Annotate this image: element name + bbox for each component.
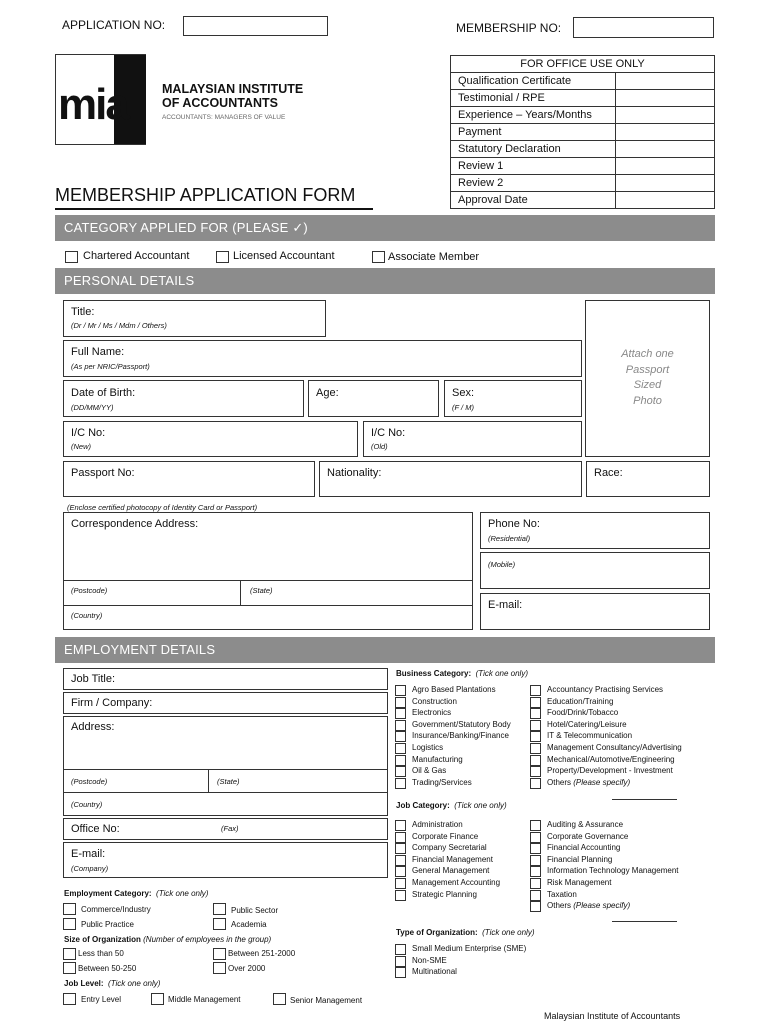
office-row-label: Payment [451, 124, 616, 141]
business-category-label: Business Category: [396, 669, 472, 678]
job-category-option-checkbox[interactable] [395, 890, 406, 901]
office-row-label: Experience – Years/Months [451, 107, 616, 124]
address-divider [63, 605, 473, 606]
size-over-2000-label: Over 2000 [228, 964, 266, 973]
job-level-heading [64, 979, 160, 989]
mia-logo [55, 54, 146, 145]
org-type-option-checkbox[interactable] [395, 967, 406, 978]
phone-mobile-field[interactable] [480, 552, 710, 589]
job-category-option-checkbox[interactable] [395, 866, 406, 877]
employment-postcode-hint: (Postcode) [71, 777, 108, 786]
business-category-option-checkbox[interactable] [530, 766, 541, 777]
business-category-option-label: Hotel/Catering/Leisure [547, 719, 627, 729]
office-row-label: Review 2 [451, 175, 616, 192]
business-category-option-label: Mechanical/Automotive/Engineering [547, 754, 675, 764]
job-category-option-label: Taxation [547, 889, 577, 899]
public-sector-checkbox[interactable] [213, 903, 226, 915]
entry-level-checkbox[interactable] [63, 993, 76, 1005]
job-category-option-label: Financial Planning [547, 854, 613, 864]
business-category-option-checkbox[interactable] [530, 731, 541, 742]
tick-one-hint: (Tick one only) [482, 928, 535, 937]
job-category-option-label: Administration [412, 820, 463, 829]
ic-new-label: I/C No: [71, 427, 106, 439]
business-category-option-label: Food/Drink/Tobacco [547, 708, 619, 718]
job-category-option-label: Others (Please specify) [547, 901, 631, 911]
business-category-option-checkbox[interactable] [395, 720, 406, 731]
employment-section-header: EMPLOYMENT DETAILS [55, 637, 715, 663]
job-category-option-checkbox[interactable] [395, 855, 406, 866]
address-divider [240, 580, 241, 605]
personal-section-header: PERSONAL DETAILS [55, 268, 715, 294]
passport-label: Passport No: [71, 467, 135, 479]
address-divider [63, 580, 473, 581]
business-category-option-checkbox[interactable] [395, 755, 406, 766]
application-no-field[interactable] [183, 16, 328, 36]
photo-instructions [585, 347, 710, 409]
tick-one-hint: (Tick one only) [475, 669, 528, 678]
dob-hint: (DD/MM/YY) [71, 403, 114, 412]
job-category-option-checkbox[interactable] [530, 820, 541, 831]
business-category-option-label: Others (Please specify) [547, 777, 631, 787]
size-50-250-label: Between 50-250 [78, 964, 137, 973]
business-category-option-checkbox[interactable] [530, 708, 541, 719]
business-category-option-checkbox[interactable] [395, 708, 406, 719]
photo-text-line: Attach one [621, 348, 674, 360]
company-email-field[interactable] [63, 842, 388, 878]
business-category-option-checkbox[interactable] [530, 685, 541, 696]
job-category-option-checkbox[interactable] [530, 878, 541, 889]
business-category-option-label: Construction [412, 696, 457, 706]
employment-category-label: Employment Category: [64, 889, 152, 898]
size-hint: (Number of employees in the group) [143, 935, 272, 944]
org-type-option-label: Small Medium Enterprise (SME) [412, 944, 527, 953]
business-category-option-checkbox[interactable] [530, 720, 541, 731]
employment-category-heading [64, 889, 208, 899]
form-title: MEMBERSHIP APPLICATION FORM [55, 185, 356, 205]
office-row-label: Testimonial / RPE [451, 90, 616, 107]
full-name-hint: (As per NRIC/Passport) [71, 362, 150, 371]
job-category-option-checkbox[interactable] [395, 832, 406, 843]
employment-state-hint: (State) [217, 777, 240, 786]
address-divider [63, 769, 388, 770]
chartered-accountant-label: Chartered Accountant [83, 250, 190, 262]
job-category-option-label: Risk Management [547, 878, 612, 887]
tick-one-hint: (Tick one only) [156, 889, 209, 898]
please-specify-hint: (Please specify) [571, 901, 631, 911]
office-row-value[interactable] [616, 73, 715, 90]
please-specify-hint: (Please specify) [571, 777, 631, 787]
job-category-option-checkbox[interactable] [395, 878, 406, 889]
job-category-option-checkbox[interactable] [530, 866, 541, 877]
job-category-option-label: Financial Accounting [547, 843, 621, 853]
company-hint: (Company) [71, 864, 109, 873]
job-category-label: Job Category: [396, 801, 450, 810]
ic-old-label: I/C No: [371, 427, 406, 439]
job-category-option-checkbox[interactable] [530, 832, 541, 843]
ic-old-hint: (Old) [371, 442, 388, 451]
business-category-option-label: Manufacturing [412, 754, 463, 764]
job-category-option-label: General Management [412, 866, 490, 876]
job-category-option-label: Auditing & Assurance [547, 820, 624, 829]
business-category-option-checkbox[interactable] [395, 766, 406, 777]
job-category-option-checkbox[interactable] [530, 890, 541, 901]
office-use-title: FOR OFFICE USE ONLY [451, 56, 715, 73]
senior-management-checkbox[interactable] [273, 993, 286, 1005]
photo-text-line: Photo [633, 394, 662, 407]
office-row-label: Qualification Certificate [451, 73, 616, 90]
job-category-option-label: Management Accounting [412, 878, 501, 887]
org-type-heading [396, 928, 534, 938]
title-field[interactable] [63, 300, 326, 337]
associate-member-label: Associate Member [388, 251, 480, 263]
business-category-option-label: IT & Telecommunication [547, 731, 633, 741]
academia-label: Academia [231, 920, 267, 929]
public-sector-label: Public Sector [231, 906, 279, 915]
size-label: Size of Organization [64, 935, 141, 944]
business-category-option-checkbox[interactable] [395, 685, 406, 696]
business-category-option-checkbox[interactable] [395, 731, 406, 742]
job-category-option-label: Corporate Governance [547, 831, 629, 841]
job-category-heading [396, 801, 507, 811]
job-other-line [612, 921, 677, 922]
title-hint: (Dr / Mr / Ms / Mdm / Others) [71, 321, 167, 330]
age-label: Age: [316, 387, 339, 399]
address-divider [208, 769, 209, 792]
job-category-option-label: Information Technology Management [547, 866, 679, 876]
business-category-option-label: Electronics [412, 708, 452, 718]
business-category-option-label: Government/Statutory Body [412, 719, 511, 729]
org-type-label: Type of Organization: [396, 928, 478, 937]
business-category-option-label: Management Consultancy/Advertising [547, 743, 682, 752]
business-category-option-label: Insurance/Banking/Finance [412, 731, 509, 741]
size-heading [64, 935, 271, 945]
enclose-note: (Enclose certified photocopy of Identity Card or Passport) [67, 503, 258, 512]
academia-checkbox[interactable] [213, 918, 226, 930]
business-category-option-checkbox[interactable] [530, 743, 541, 754]
personal-email-label: E-mail: [488, 599, 523, 611]
org-name-line1: MALAYSIAN INSTITUTE [162, 82, 304, 96]
associate-member-checkbox[interactable] [372, 251, 385, 263]
job-level-label: Job Level: [64, 979, 104, 988]
business-category-option-label: Property/Development - Investment [547, 766, 673, 776]
office-row-value[interactable] [616, 107, 715, 124]
membership-no-label: MEMBERSHIP NO: [456, 21, 562, 35]
country-hint: (Country) [71, 611, 103, 620]
address-label: Correspondence Address: [71, 518, 199, 530]
category-section-header: CATEGORY APPLIED FOR (PLEASE ✓) [55, 215, 715, 241]
business-category-option-label: Oil & Gas [412, 766, 447, 776]
business-category-option-checkbox[interactable] [530, 755, 541, 766]
org-type-option-checkbox[interactable] [395, 956, 406, 967]
office-row-label: Statutory Declaration [451, 141, 616, 158]
office-row-value[interactable] [616, 90, 715, 107]
sex-hint: (F / M) [452, 403, 474, 412]
office-use-table [450, 55, 715, 209]
business-other-line [612, 799, 677, 800]
org-type-option-checkbox[interactable] [395, 944, 406, 955]
job-category-option-checkbox[interactable] [395, 843, 406, 854]
business-category-option-label: Accountancy Practising Services [547, 685, 664, 694]
nationality-label: Nationality: [327, 467, 382, 479]
race-label: Race: [594, 467, 623, 479]
address-divider [63, 792, 388, 793]
public-practice-checkbox[interactable] [63, 918, 76, 930]
office-row-value[interactable] [616, 124, 715, 141]
size-251-2000-label: Between 251-2000 [228, 949, 296, 958]
employment-country-hint: (Country) [71, 800, 103, 809]
job-title-label: Job Title: [71, 673, 116, 685]
tick-one-hint: (Tick one only) [454, 801, 507, 810]
job-category-option-label: Strategic Planning [412, 889, 477, 899]
postcode-hint: (Postcode) [71, 586, 108, 595]
size-50-250-checkbox[interactable] [63, 962, 76, 974]
state-hint: (State) [250, 586, 273, 595]
job-category-option-checkbox[interactable] [530, 843, 541, 854]
sex-label: Sex: [452, 387, 475, 399]
residential-hint: (Residential) [488, 534, 531, 543]
business-category-option-checkbox[interactable] [530, 778, 541, 789]
membership-no-field[interactable] [573, 17, 714, 38]
job-category-option-checkbox[interactable] [395, 820, 406, 831]
phone-label: Phone No: [488, 518, 540, 530]
title-underline [55, 208, 373, 210]
size-251-2000-checkbox[interactable] [213, 948, 226, 960]
entry-level-label: Entry Level [81, 995, 122, 1004]
middle-management-label: Middle Management [168, 995, 241, 1004]
tick-one-hint: (Tick one only) [108, 979, 161, 988]
office-no-label: Office No: [71, 823, 120, 835]
logo-text: mia [58, 80, 128, 129]
business-category-option-checkbox[interactable] [395, 778, 406, 789]
office-row-value[interactable] [616, 158, 715, 175]
office-row-label: Approval Date [451, 192, 616, 209]
office-row-value[interactable] [616, 175, 715, 192]
senior-management-label: Senior Management [290, 996, 363, 1005]
business-category-option-checkbox[interactable] [530, 697, 541, 708]
public-practice-label: Public Practice [81, 920, 134, 929]
firm-label: Firm / Company: [71, 697, 153, 709]
org-type-option-label: Multinational [412, 967, 457, 977]
job-category-option-checkbox[interactable] [530, 901, 541, 912]
business-category-heading [396, 669, 528, 679]
licensed-accountant-label: Licensed Accountant [233, 250, 335, 262]
office-row-label: Review 1 [451, 158, 616, 175]
job-category-option-label: Corporate Finance [412, 831, 479, 841]
full-name-label: Full Name: [71, 346, 125, 358]
org-type-option-label: Non-SME [412, 955, 447, 965]
photo-text-line: Sized [633, 379, 662, 391]
mobile-hint: (Mobile) [488, 560, 516, 569]
commerce-industry-label: Commerce/Industry [81, 905, 151, 914]
job-category-option-label: Financial Management [412, 854, 493, 864]
size-less-50-label: Less than 50 [78, 949, 124, 958]
footer-text: Malaysian Institute of Accountants [544, 1011, 681, 1021]
job-category-option-label: Company Secretarial [412, 843, 487, 853]
title-label: Title: [71, 306, 95, 318]
company-email-label: E-mail: [71, 848, 106, 860]
photo-text-line: Passport [625, 363, 670, 376]
business-category-option-checkbox[interactable] [395, 743, 406, 754]
full-name-field[interactable] [63, 340, 582, 377]
commerce-industry-checkbox[interactable] [63, 903, 76, 915]
dob-label: Date of Birth: [71, 387, 136, 399]
office-row-value[interactable] [616, 192, 715, 209]
licensed-accountant-checkbox[interactable] [216, 251, 229, 263]
business-category-option-label: Logistics [412, 743, 444, 752]
chartered-accountant-checkbox[interactable] [65, 251, 78, 263]
employment-address-label: Address: [71, 721, 115, 733]
ic-new-hint: (New) [71, 442, 91, 451]
fax-hint: (Fax) [221, 824, 239, 833]
size-less-50-checkbox[interactable] [63, 948, 76, 960]
office-row-value[interactable] [616, 141, 715, 158]
middle-management-checkbox[interactable] [151, 993, 164, 1005]
job-category-option-checkbox[interactable] [530, 855, 541, 866]
size-over-2000-checkbox[interactable] [213, 962, 226, 974]
org-tagline: ACCOUNTANTS: MANAGERS OF VALUE [162, 114, 286, 121]
ic-new-field[interactable] [63, 421, 358, 457]
business-category-option-label: Trading/Services [412, 777, 472, 787]
business-category-option-label: Agro Based Plantations [412, 685, 496, 694]
org-name-line2: OF ACCOUNTANTS [162, 96, 278, 110]
business-category-option-checkbox[interactable] [395, 697, 406, 708]
business-category-option-label: Education/Training [547, 696, 614, 706]
application-no-label: APPLICATION NO: [62, 18, 166, 32]
